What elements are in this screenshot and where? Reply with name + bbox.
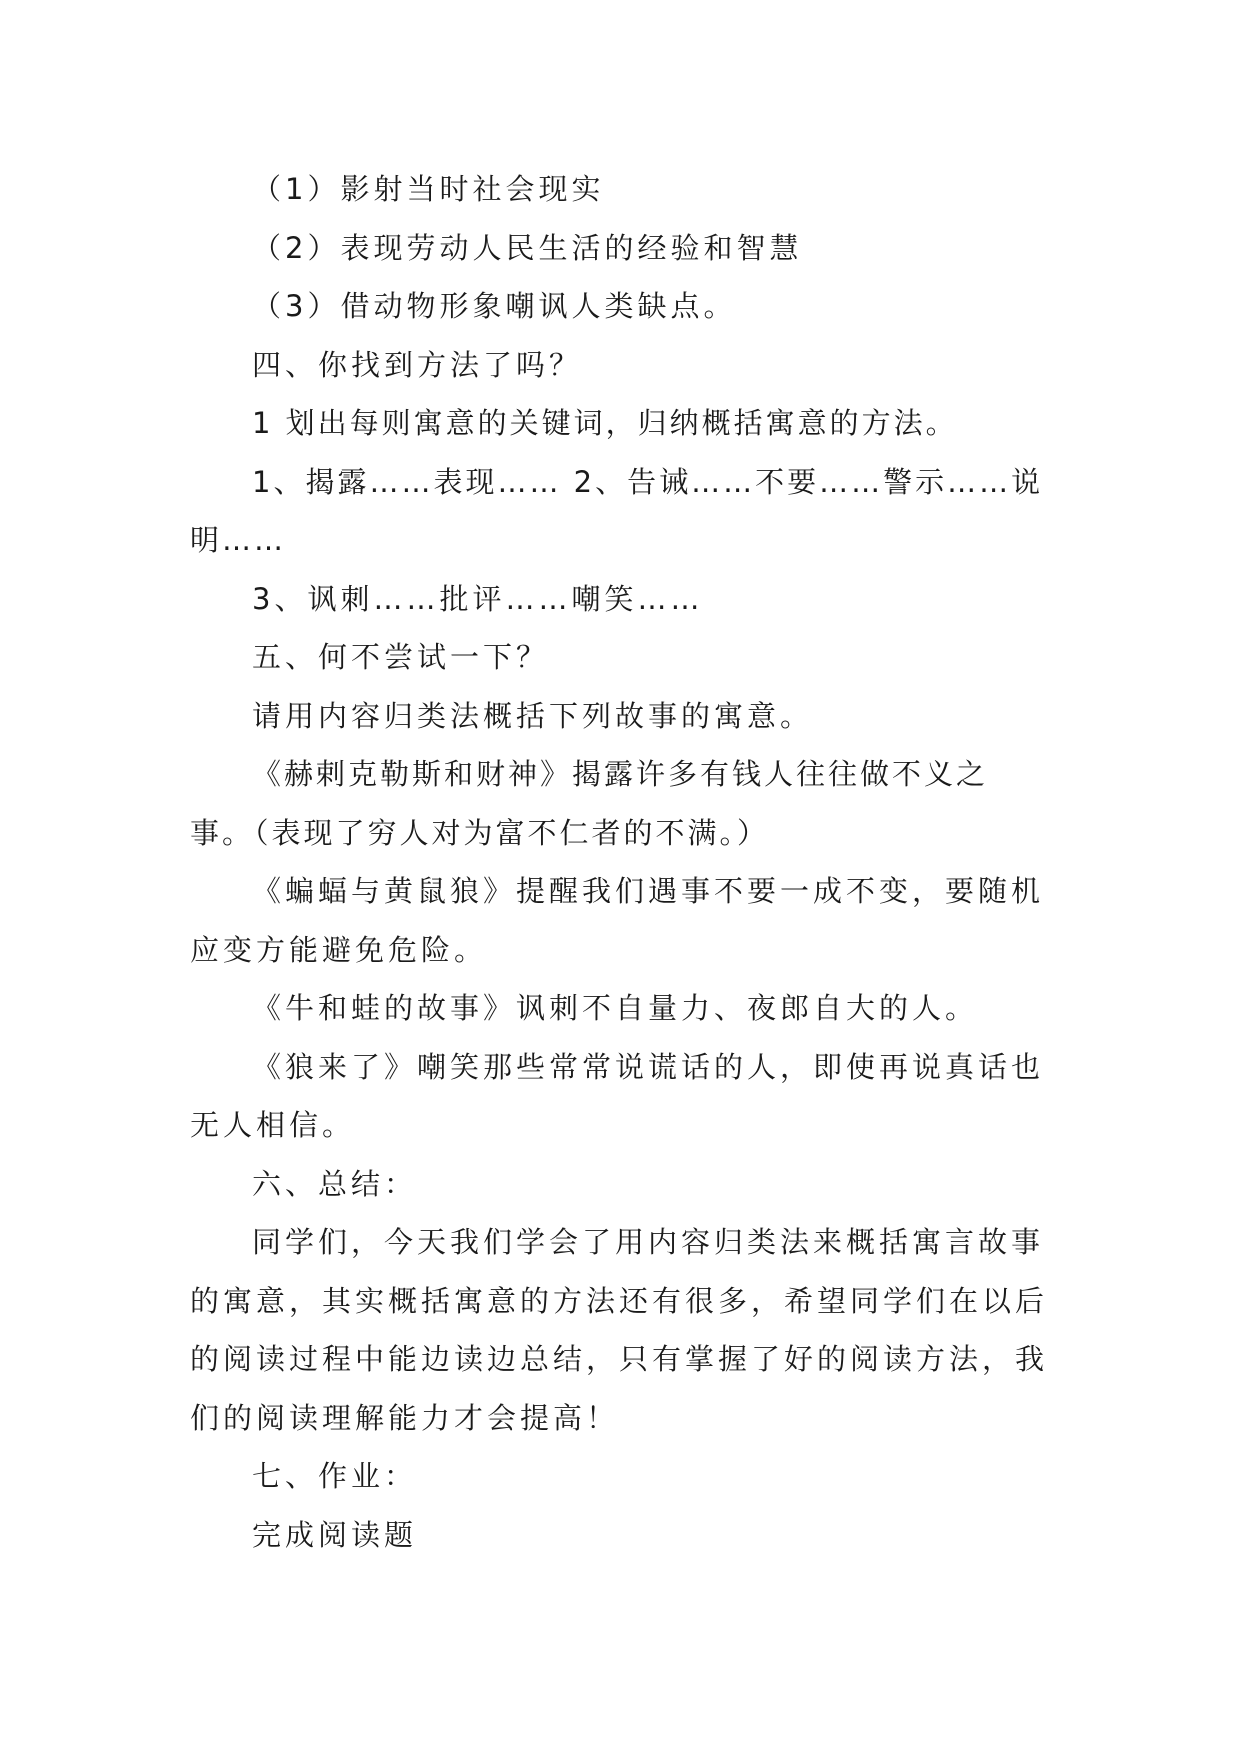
- document-body: [190, 160, 1050, 1564]
- section-heading-4: 四、你找到方法了吗？: [252, 347, 583, 382]
- story-moral-1: 《赫剌克勒斯和财神》揭露许多有钱人往往做不义之事。（表现了穷人对为富不仁者的不满。）: [190, 757, 989, 850]
- method-list-1: 1、揭露……表现…… 2、告诫……不要……警示……说明……: [190, 464, 1044, 557]
- story-moral-2: 《蝙蝠与黄鼠狼》提醒我们遇事不要一成不变，要随机应变方能避免危险。: [190, 874, 1045, 967]
- story-moral-4: 《狼来了》嘲笑那些常常说谎话的人，即使再说真话也无人相信。: [190, 1049, 1045, 1142]
- section-heading-7: 七、作业：: [252, 1459, 418, 1493]
- meaning-item-1: （1）影射当时社会现实: [252, 172, 605, 206]
- section-heading-6: 六、总结：: [252, 1166, 418, 1201]
- instruction-paragraph: 1 划出每则寓意的关键词，归纳概括寓意的方法。: [252, 406, 958, 440]
- story-moral-3: 《牛和蛙的故事》讽刺不自量力、夜郎自大的人。: [252, 991, 979, 1025]
- section-heading-5: 五、何不尝试一下？: [252, 640, 550, 674]
- meaning-item-2: （2）表现劳动人民生活的经验和智慧: [252, 230, 803, 265]
- homework-item: 完成阅读题: [252, 1517, 418, 1552]
- meaning-item-3: （3）借动物形象嘲讽人类缺点。: [252, 289, 737, 323]
- exercise-prompt: 请用内容归类法概括下列故事的寓意。: [252, 698, 814, 733]
- summary-paragraph: 同学们，今天我们学会了用内容归类法来概括寓言故事的寓意，其实概括寓意的方法还有很多，希望同学们在以后的阅读过程中能边读边总结，只有掌握了好的阅读方法，我们的阅读理解能力才会提高！: [190, 1225, 1049, 1435]
- method-list-2: 3、讽刺……批评……嘲笑……: [252, 581, 704, 616]
